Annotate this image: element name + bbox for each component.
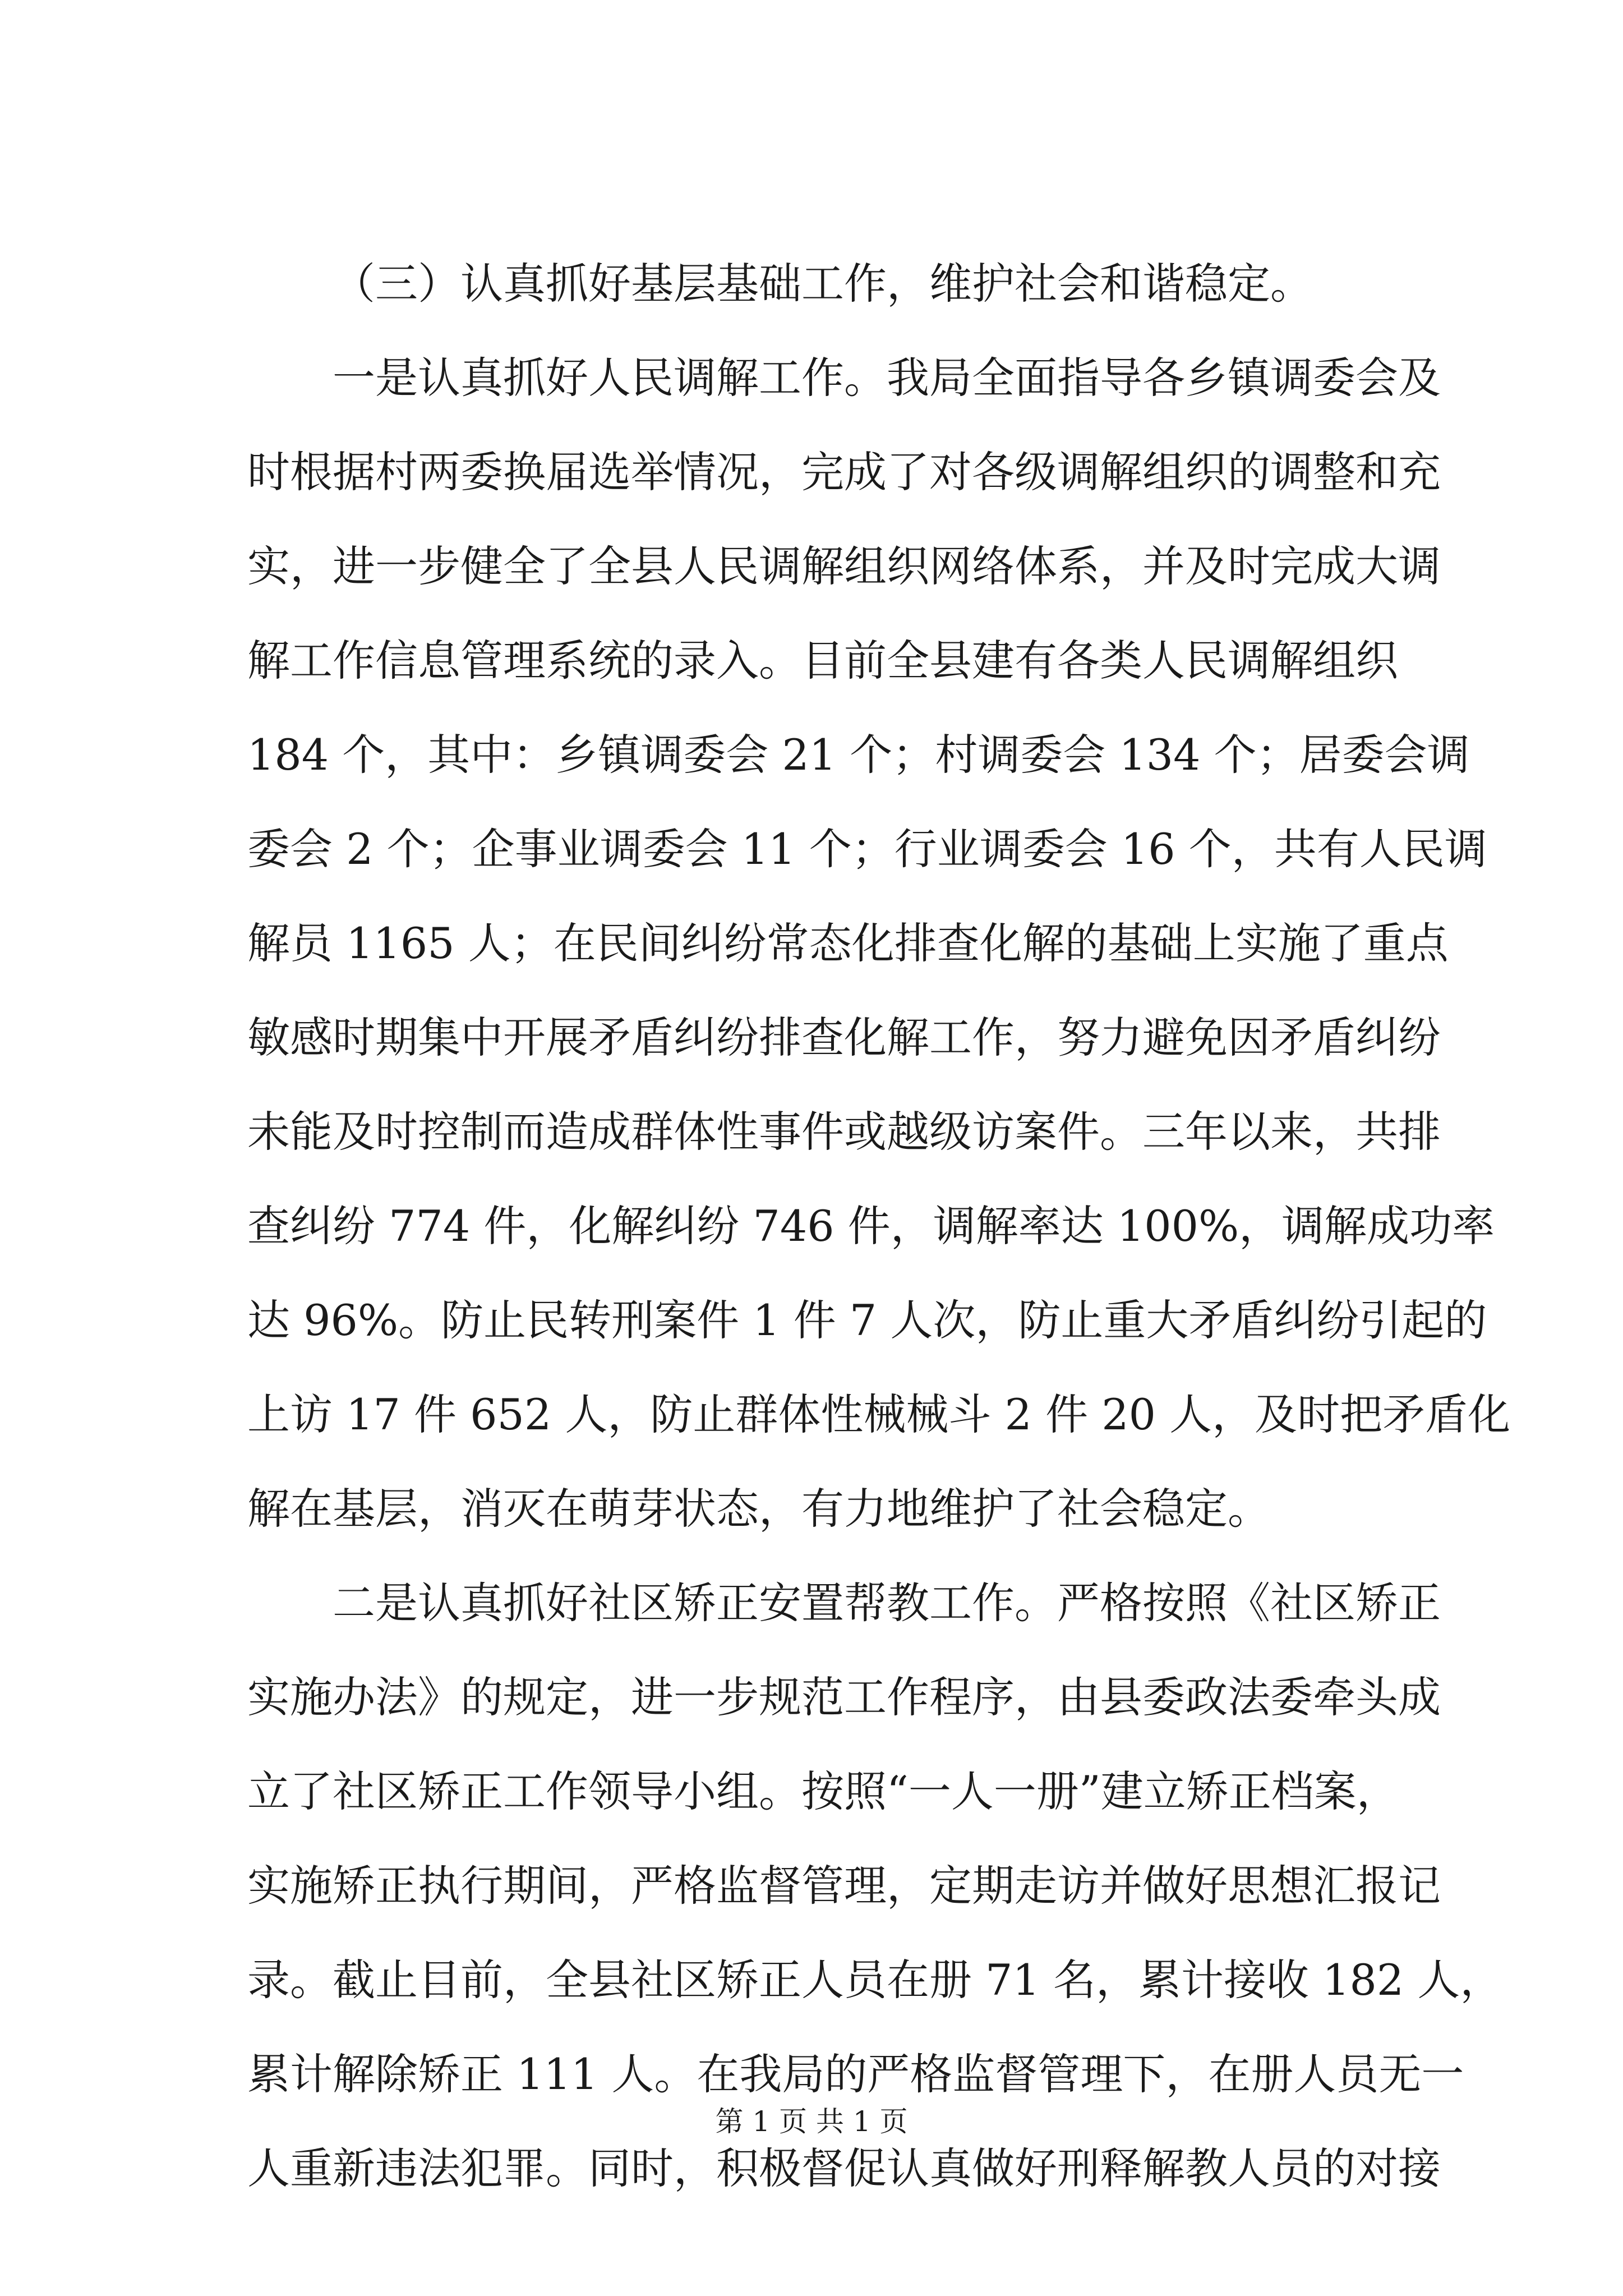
page-footer: 第 1 页 共 1 页 — [715, 2105, 908, 2138]
section-heading: （三）认真抓好基层基础工作，维护社会和谐稳定。 — [333, 259, 1313, 309]
paragraph-line: 解在基层，消灭在萌芽状态，有力地维护了社会稳定。 — [247, 1484, 1270, 1534]
paragraph-line: 立了社区矫正工作领导小组。按照“一人一册”建立矫正档案， — [247, 1766, 1399, 1816]
paragraph-line: 人重新违法犯罪。同时，积极督促认真做好刑释解教人员的对接 — [247, 2143, 1441, 2193]
paragraph-line: 录。截止目前，全县社区矫正人员在册 71 名，累计接收 182 人， — [247, 1955, 1503, 2005]
paragraph-line: 时根据村两委换届选举情况，完成了对各级调解组织的调整和充 — [247, 447, 1441, 497]
paragraph-line: 实施矫正执行期间，严格监督管理，定期走访并做好思想汇报记 — [247, 1861, 1441, 1911]
paragraph-line: 二是认真抓好社区矫正安置帮教工作。严格按照《社区矫正 — [333, 1578, 1441, 1628]
paragraph-line: 一是认真抓好人民调解工作。我局全面指导各乡镇调委会及 — [333, 353, 1441, 403]
paragraph-line: 上访 17 件 652 人，防止群体性械械斗 2 件 20 人，及时把矛盾化 — [247, 1389, 1511, 1439]
paragraph-line: 累计解除矫正 111 人。在我局的严格监督管理下，在册人员无一 — [247, 2049, 1464, 2099]
paragraph-line: 达 96%。防止民转刑案件 1 件 7 人次，防止重大矛盾纠纷引起的 — [247, 1295, 1487, 1345]
paragraph-line: 查纠纷 774 件，化解纠纷 746 件，调解率达 100%，调解成功率 — [247, 1201, 1495, 1251]
paragraph-line: 委会 2 个；企事业调委会 11 个；行业调委会 16 个，共有人民调 — [247, 824, 1487, 874]
paragraph-line: 实施办法》的规定，进一步规范工作程序，由县委政法委牵头成 — [247, 1672, 1441, 1722]
paragraph-line: 解工作信息管理系统的录入。目前全县建有各类人民调解组织 — [247, 636, 1398, 685]
paragraph-line: 解员 1165 人；在民间纠纷常态化排查化解的基础上实施了重点 — [247, 918, 1449, 968]
paragraph-line: 184 个，其中：乡镇调委会 21 个；村调委会 134 个；居委会调 — [247, 730, 1470, 780]
paragraph-line: 敏感时期集中开展矛盾纠纷排查化解工作，努力避免因矛盾纠纷 — [247, 1013, 1441, 1062]
paragraph-line: 未能及时控制而造成群体性事件或越级访案件。三年以来，共排 — [247, 1107, 1441, 1157]
paragraph-line: 实，进一步健全了全县人民调解组织网络体系，并及时完成大调 — [247, 541, 1441, 591]
document-body — [247, 237, 1511, 2216]
